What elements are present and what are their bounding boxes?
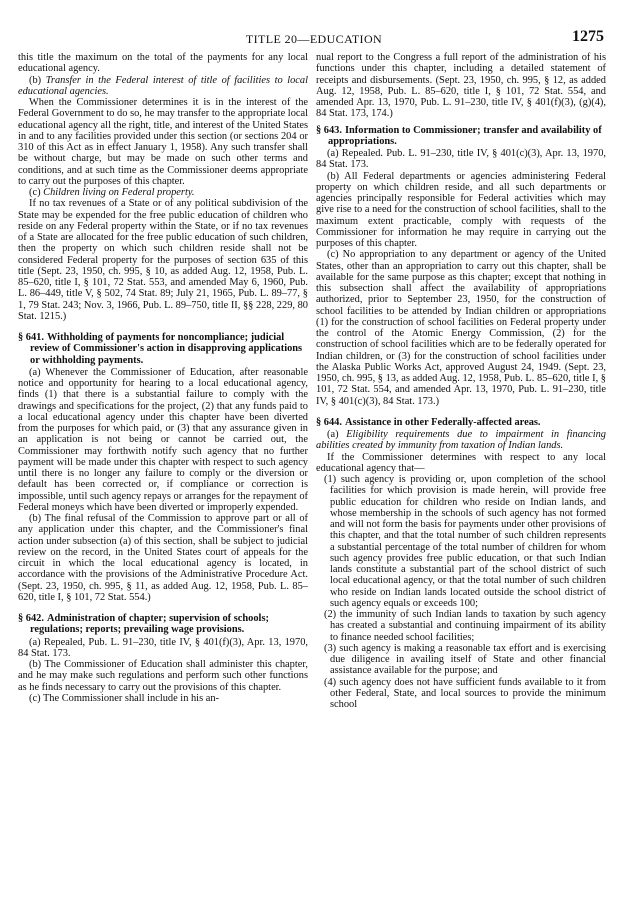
- section-641-subsection-b: (b) The final refusal of the Commission to approve part or all of any application under this chapter, and the Commissioner's final action under subsection (a) of this section, shall be subject to judicial review on the record, in the United States court of appeals for the circuit in which the local educational agency is located, in accordance with the provisions of the Administrative Procedure Act. (Sept. 23, 1950, ch. 995, § 11, as added Aug. 12, 1958, Pub. L. 85–620, title I, § 101, 72 Stat. 554.): [18, 513, 308, 603]
- section-642-subsection-b: (b) The Commissioner of Education shall administer this chapter, and he may make such regulations and perform such other functions as he finds necessary to carry out the provisions of this chapter.: [18, 659, 308, 693]
- section-641-heading: [18, 332, 308, 366]
- subsection-b-label: (b): [29, 74, 42, 86]
- section-642-number: § 642.: [18, 613, 44, 624]
- running-title: TITLE 20—EDUCATION: [245, 32, 383, 46]
- section-644-item-3: (3) such agency is making a reasonable tax effort and is exercising due diligence in availing itself of State and other financial assistance available for the purpose; and: [324, 642, 606, 677]
- spacer: [18, 322, 308, 327]
- section-644-title: Assistance in other Federally-affected areas.: [344, 416, 541, 428]
- section-643-heading: [316, 125, 606, 148]
- paragraph-intro: this title the maximum on the total of the payments for any local educational agency.: [18, 52, 308, 75]
- subsection-b-text: When the Commissioner determines it is in the interest of the Federal Government to do so, he may transfer to the appropriate local educational agency all the right, title, and interest of the United States in and to any facilities provided under this section (or sections 204 or 310 of this Act as in effect January 1, 1958). Any such transfer shall be without charge, but may be made on such other terms and conditions, and at such time as the Commissioner deems appropriate to carry out the purposes of this chapter.: [18, 97, 308, 187]
- section-644-number: § 644.: [316, 416, 342, 428]
- section-643-subsection-c: (c) No appropriation to any department or agency of the United States, other than an appropriation to carry out this chapter, shall be available for the same purpose as this chapter; except that nothing in this subsection shall affect the availability of appropriations authorized, prior to September 23, 1950, for the construction of school facilities to be attended by Indian children or appropriations (1) for the construction of school facilities on Federal property under the control of the Atomic Energy Commission, (2) for the construction of school facilities which are to be federally operated for Indian children, or (3) for the construction of school facilities under the Alaska Public Works Act, approved August 24, 1949. (Sept. 23, 1950, ch. 995, § 13, as added Aug. 12, 1958, Pub. L. 85–620, title I, § 101, 72 Stat. 554, and amended Apr. 13, 1970, Pub. L. 91–230, title IV, § 401(c)(3), 84 Stat. 173.): [316, 249, 606, 407]
- section-641-title: Withholding of payments for noncompliance; judicial review of Commissioner's action in disapproving applications or withholding payments.: [30, 332, 303, 366]
- section-641-subsection-a: (a) Whenever the Commissioner of Education, after reasonable notice and opportunity for hearing to a local educational agency, finds (1) that there is a substantial failure to comply with the drawings and specifications for the project, (2) that any funds paid to a local educational agency under this chapter have been diverted from the purposes for which paid, or (3) that any assurance given in an application is not being or cannot be carried out, the Commissioner may forthwith notify such agency that no further payment will be made under this chapter with respect to such agency until there is no longer any failure to comply or the diversion or default has been corrected or, if compliance or correction is impossible, until such agency repays or arranges for the repayment of Federal moneys which have been diverted or improperly expended.: [18, 366, 308, 513]
- subsection-c-heading: [18, 187, 308, 198]
- section-642-title: Administration of chapter; supervision of schools; regulations; reports; prevailing wage provisions.: [30, 613, 269, 636]
- section-642-subsection-c: (c) The Commissioner shall include in his an-: [29, 692, 219, 704]
- section-643-number: § 643.: [316, 124, 342, 136]
- section-644-item-4: (4) such agency does not have sufficient funds available to it from other Federal, State, and local sources to provide the minimum school: [324, 676, 606, 710]
- section-643-title: Information to Commissioner; transfer and availability of appropriations.: [328, 124, 602, 147]
- section-644-subsection-a-heading: [316, 429, 606, 452]
- page-number: 1275: [572, 28, 604, 45]
- subsection-c-text: If no tax revenues of a State or of any political subdivision of the State may be expended for the free public education of children who reside on any Federal property within the State, or if no tax revenues of a State are allocated for the free public education of such children, then the property on which such children reside shall not be considered Federal property for the purposes of section 635 of this title (Sept. 23, 1950, ch. 995, § 10, as added Aug. 12, 1958, Pub. L. 85–620, title I, § 101, 72 Stat. 553, and amended May 6, 1960, Pub. L. 86–449, title V, § 502, 74 Stat. 89; July 21, 1965, Pub. L. 89–77, § 1, 79 Stat. 243; Nov. 3, 1966, Pub. L. 89–750, title II, §§ 228, 229, 80 Stat. 1215.): [18, 198, 308, 322]
- section-644-subsection-a-text: If the Commissioner determines with respect to any local educational agency that—: [316, 451, 606, 474]
- subsection-b-heading: [18, 75, 308, 98]
- spacer: [18, 603, 308, 608]
- spacer: [316, 407, 606, 412]
- section-643-subsection-b: (b) All Federal departments or agencies administering Federal property on which children reside, and all such departments or agencies principally responsible for Federal activities which may give rise to a need for the construction of school facilities, shall to the maximum extent practicable, comply with requests of the Commissioner for information he may require in carrying out the purposes of this chapter.: [316, 170, 606, 249]
- left-column: [18, 52, 308, 912]
- section-642-subsection-a: (a) Repealed, Pub. L. 91–230, title IV, § 401(f)(3), Apr. 13, 1970, 84 Stat. 173.: [18, 636, 308, 659]
- paragraph-continued: nual report to the Congress a full report of the administration of his functions under this chapter, including a detailed statement of receipts and disbursements. (Sept. 23, 1950, ch. 995, § 12, as added Aug. 12, 1958, Pub. L. 85–620, title I, § 101, 72 Stat. 554, and amended Apr. 13, 1970, Pub. L. 91–230, title IV, § 401(f)(3), (g)(4), 84 Stat. 173, 174.): [316, 52, 606, 120]
- section-641-number: § 641.: [18, 332, 44, 343]
- section-644-a-label: (a): [327, 429, 339, 440]
- section-642-heading: [18, 613, 308, 636]
- section-644-item-1: (1) such agency is providing or, upon completion of the school facilities for which provision is made herein, will provide free public education for children who reside on Indian lands, and whose membership in the schools of such agency has not formed and will not form the basis for payments under other provisions of this chapter, and that the total number of such children represents a substantial percentage of the total number of children for whom such agency provides free public education, or that such Indian lands constitute a substantial part of the school district of such local educational agency, or that the total number of such children who reside on Indian lands located outside the school district of such agency equals or exceeds 100;: [324, 474, 606, 609]
- section-644-item-2: (2) the immunity of such Indian lands to taxation by such agency has created a substantial and continuing impairment of its ability to finance needed school facilities;: [324, 609, 606, 643]
- right-column: [316, 52, 606, 912]
- section-644-a-title: Eligibility requirements due to impairment in financing abilities created by immunity from taxation of Indian lands.: [316, 429, 606, 452]
- subsection-c-title: Children living on Federal property.: [43, 187, 195, 198]
- section-643-subsection-a: (a) Repealed. Pub. L. 91–230, title IV, § 401(c)(3), Apr. 13, 1970, 84 Stat. 173.: [316, 148, 606, 171]
- subsection-b-title: Transfer in the Federal interest of title of facilities to local educational agencies.: [18, 74, 308, 97]
- section-644-heading: [316, 417, 606, 428]
- subsection-c-label: (c): [29, 187, 41, 198]
- running-header: [22, 28, 606, 48]
